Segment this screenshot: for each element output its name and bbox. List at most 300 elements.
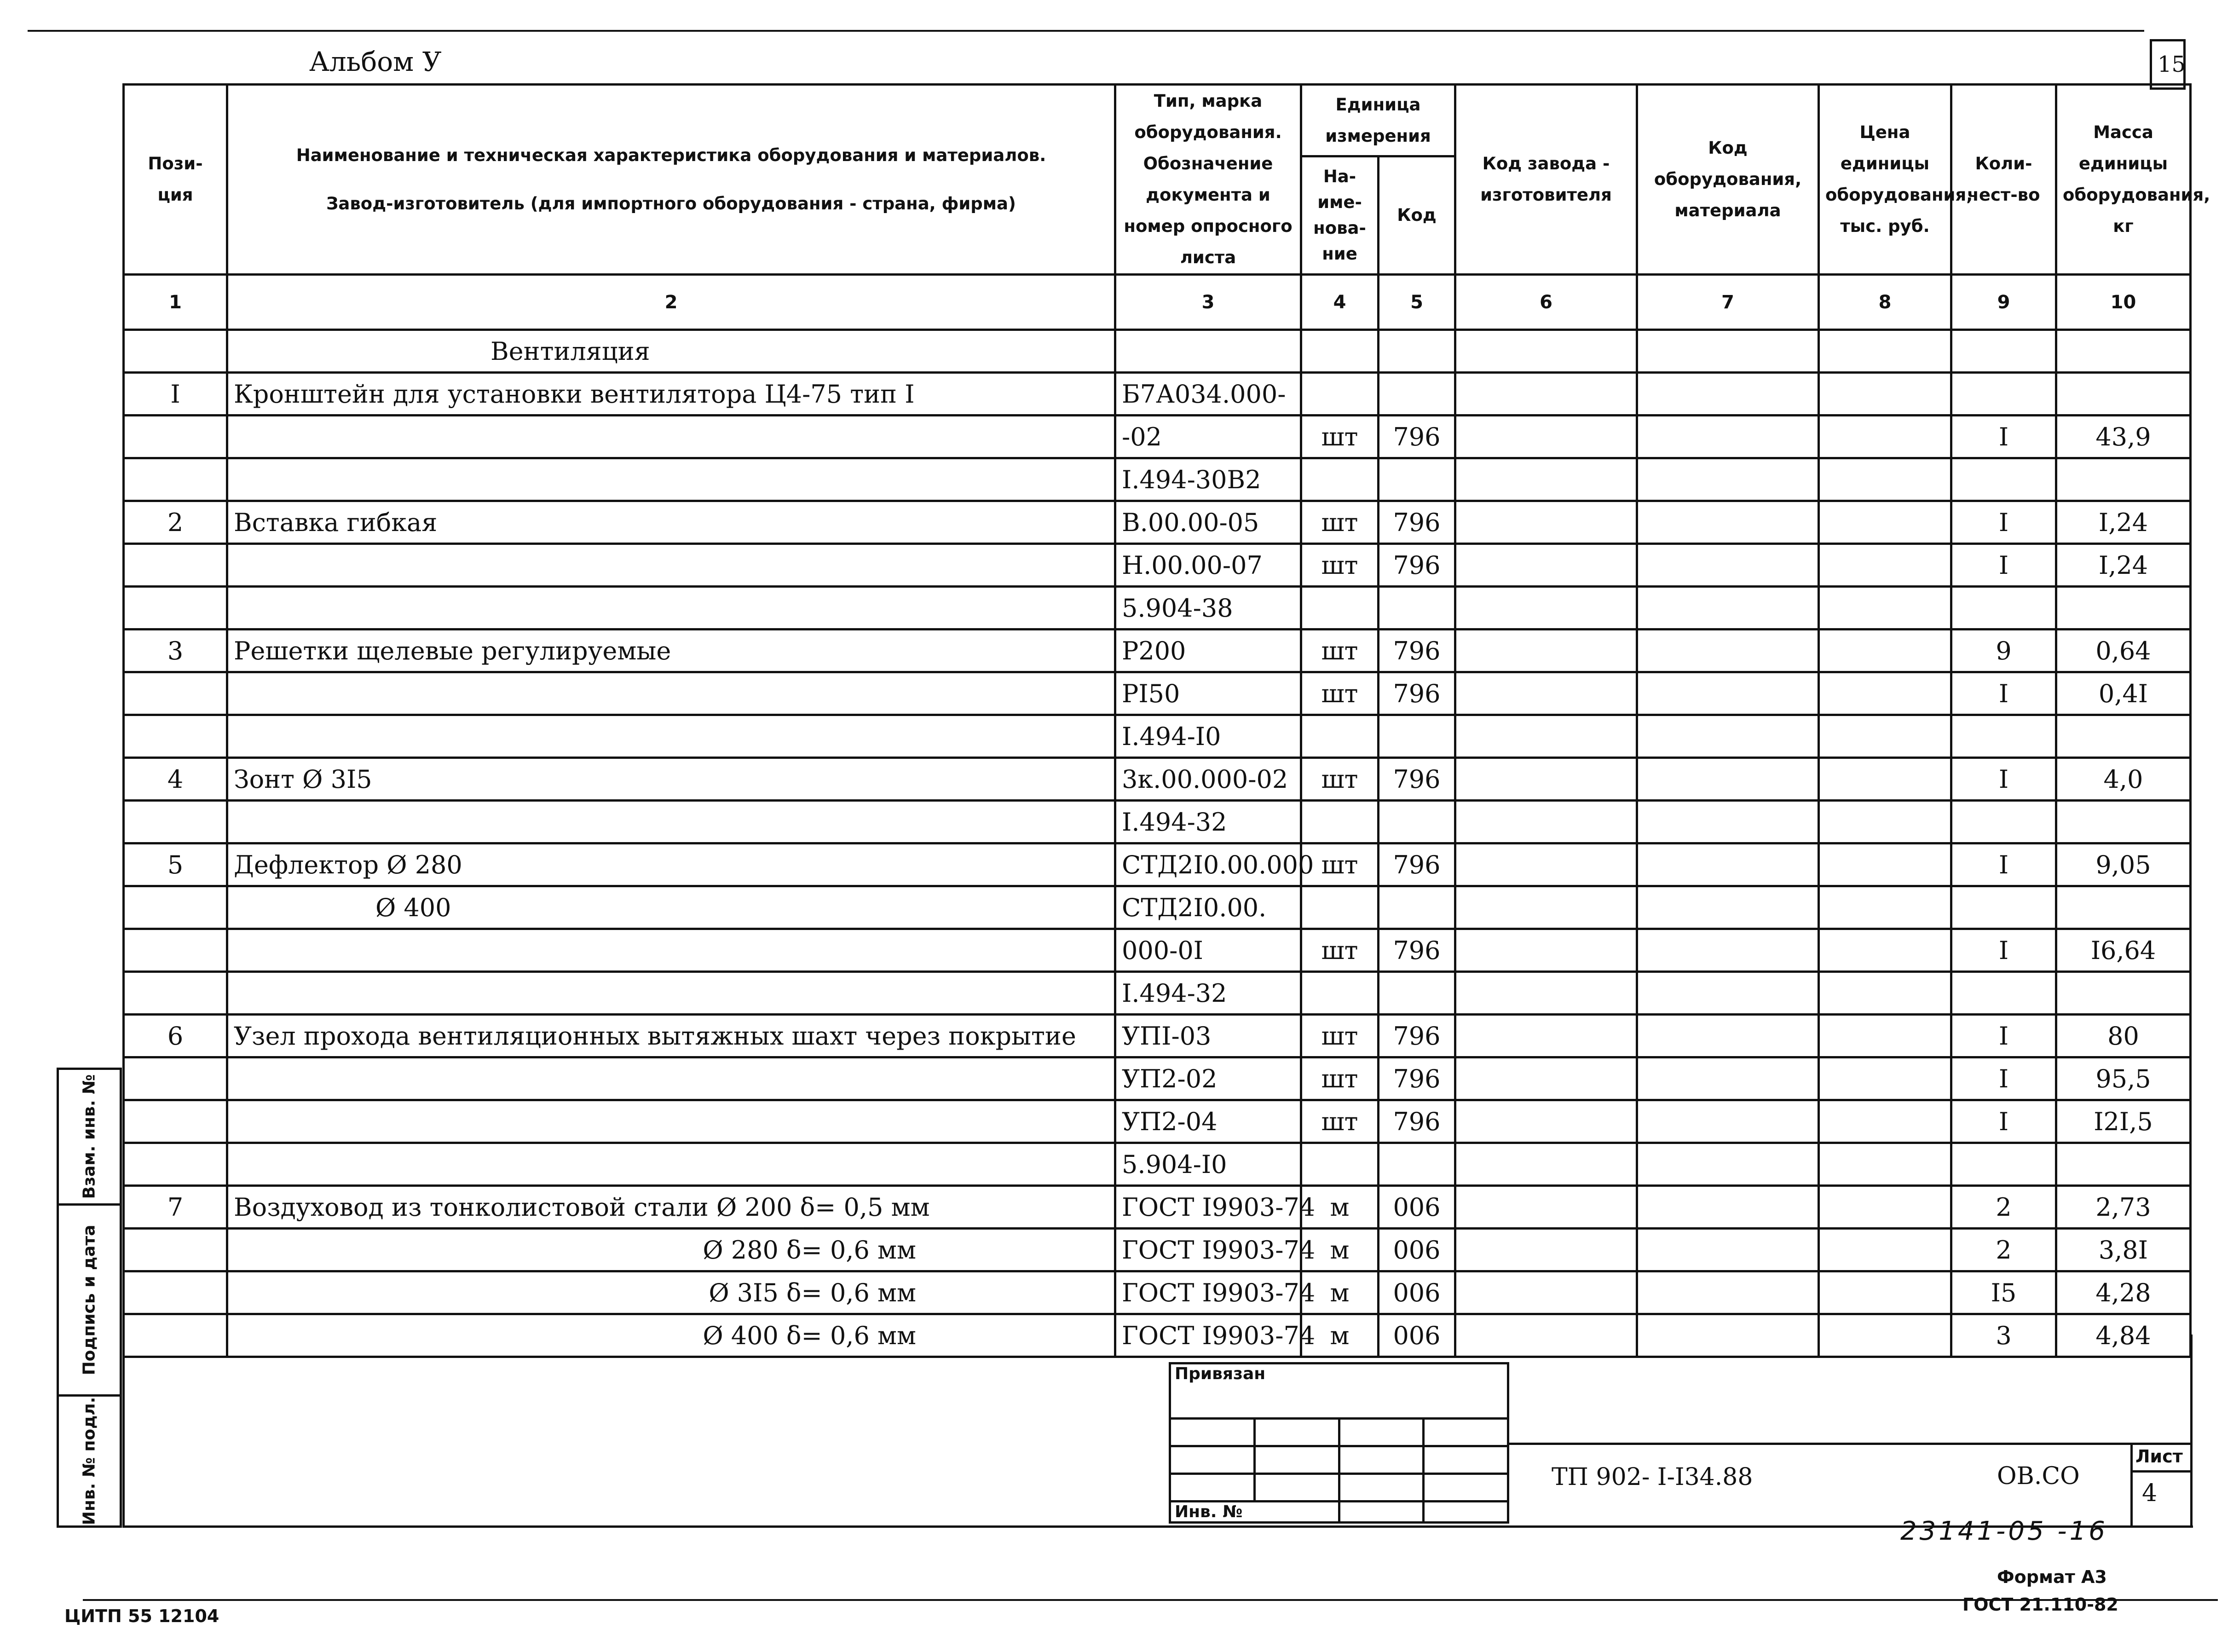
- row-pos: [124, 1314, 227, 1357]
- row-qty: [1951, 373, 2056, 416]
- section-row: [124, 330, 2191, 373]
- table-row: [124, 1057, 2191, 1100]
- row-equip-code: [1637, 630, 1819, 672]
- row-pos: 7: [124, 1186, 227, 1229]
- col-number: 10: [2056, 275, 2191, 330]
- row-factory-code: [1455, 458, 1637, 501]
- row-pos: [124, 1143, 227, 1186]
- row-factory-code: [1455, 929, 1637, 972]
- row-price: [1819, 1015, 1951, 1057]
- row-price: [1819, 801, 1951, 843]
- row-type: 5.904-38: [1115, 587, 1301, 630]
- row-unit: шт: [1301, 416, 1379, 458]
- row-price: [1819, 1100, 1951, 1143]
- row-price: [1819, 416, 1951, 458]
- row-name: Решетки щелевые регулируемые: [227, 630, 1115, 672]
- row-factory-code: [1455, 715, 1637, 758]
- row-name: [227, 544, 1115, 587]
- row-code: [1379, 1143, 1455, 1186]
- row-price: [1819, 501, 1951, 544]
- table-row: [124, 929, 2191, 972]
- table-row: [124, 843, 2191, 886]
- row-pos: [124, 1057, 227, 1100]
- row-price: [1819, 458, 1951, 501]
- row-qty: I: [1951, 1015, 2056, 1057]
- row-equip-code: [1637, 1057, 1819, 1100]
- row-type: -02: [1115, 416, 1301, 458]
- table-row: [124, 886, 2191, 929]
- row-code: 796: [1379, 672, 1455, 715]
- sheet-divider: [2133, 1470, 2193, 1473]
- row-factory-code: [1455, 1186, 1637, 1229]
- table-row: [124, 1100, 2191, 1143]
- row-qty: [1951, 715, 2056, 758]
- row-qty: I: [1951, 672, 2056, 715]
- row-qty: I: [1951, 416, 2056, 458]
- row-factory-code: [1455, 1057, 1637, 1100]
- side-label-vzam: Взам. инв. №: [80, 1074, 99, 1199]
- row-qty: I: [1951, 929, 2056, 972]
- table-row: [124, 458, 2191, 501]
- row-qty: I: [1951, 1100, 2056, 1143]
- row-unit: шт: [1301, 544, 1379, 587]
- row-type: I.494-I0: [1115, 715, 1301, 758]
- row-mass: [2056, 801, 2191, 843]
- row-unit: шт: [1301, 672, 1379, 715]
- row-equip-code: [1637, 1143, 1819, 1186]
- handwritten-number: 23141-05 -16: [1900, 1516, 2108, 1546]
- row-mass: [2056, 972, 2191, 1015]
- binding-stamp: [1169, 1362, 1509, 1524]
- row-factory-code: [1455, 501, 1637, 544]
- header-name-line2: Завод-изготовитель (для импортного оборудования - страна, фирма): [326, 194, 1016, 214]
- row-qty: 9: [1951, 630, 2056, 672]
- bottom-left-code: ЦИТП 55 12104: [64, 1606, 219, 1626]
- row-code: [1379, 458, 1455, 501]
- col-number: 6: [1455, 275, 1637, 330]
- row-unit: шт: [1301, 843, 1379, 886]
- row-unit: м: [1301, 1229, 1379, 1271]
- stamp-privyazan: Привязан: [1170, 1363, 1508, 1419]
- side-label-podpis: Подпись и дата: [80, 1225, 99, 1375]
- row-name: Ø 400: [227, 886, 1115, 929]
- document-code: ТП 902- I-I34.88: [1552, 1463, 1753, 1491]
- row-qty: [1951, 886, 2056, 929]
- format-label: Формат А3: [1997, 1567, 2107, 1587]
- row-equip-code: [1637, 1229, 1819, 1271]
- row-price: [1819, 544, 1951, 587]
- header-price: Цена единицы оборудования, тыс. руб.: [1819, 85, 1951, 275]
- table-row: [124, 630, 2191, 672]
- header-unit-name: На-име-нова-ние: [1301, 156, 1379, 275]
- sheet-number: 4: [2142, 1479, 2158, 1507]
- row-mass: 4,0: [2056, 758, 2191, 801]
- row-type: Н.00.00-07: [1115, 544, 1301, 587]
- row-code: 006: [1379, 1271, 1455, 1314]
- row-name: [227, 1100, 1115, 1143]
- stamp-inv-no: Инв. №: [1170, 1502, 1339, 1523]
- album-title: Альбом У: [309, 46, 442, 77]
- row-code: [1379, 972, 1455, 1015]
- row-equip-code: [1637, 501, 1819, 544]
- row-mass: [2056, 373, 2191, 416]
- row-mass: 0,64: [2056, 630, 2191, 672]
- row-qty: [1951, 1143, 2056, 1186]
- row-qty: I: [1951, 758, 2056, 801]
- col-number: 9: [1951, 275, 2056, 330]
- table-row: [124, 758, 2191, 801]
- row-unit: [1301, 373, 1379, 416]
- row-name: [227, 587, 1115, 630]
- row-code: 796: [1379, 630, 1455, 672]
- row-factory-code: [1455, 672, 1637, 715]
- row-qty: 2: [1951, 1186, 2056, 1229]
- row-mass: 3,8I: [2056, 1229, 2191, 1271]
- row-mass: [2056, 458, 2191, 501]
- row-price: [1819, 715, 1951, 758]
- header-name-line1: Наименование и техническая характеристика оборудования и материалов.: [296, 145, 1046, 165]
- row-unit: [1301, 587, 1379, 630]
- row-price: [1819, 630, 1951, 672]
- row-equip-code: [1637, 416, 1819, 458]
- row-type: УП2-04: [1115, 1100, 1301, 1143]
- row-name: [227, 1143, 1115, 1186]
- row-unit: м: [1301, 1314, 1379, 1357]
- row-equip-code: [1637, 672, 1819, 715]
- header-equip-code: Код оборудования, материала: [1637, 85, 1819, 275]
- row-pos: 2: [124, 501, 227, 544]
- side-label-inv: Инв. № подл.: [80, 1397, 99, 1525]
- table-row: [124, 1229, 2191, 1271]
- row-code: 796: [1379, 1100, 1455, 1143]
- row-qty: 2: [1951, 1229, 2056, 1271]
- row-qty: I: [1951, 1057, 2056, 1100]
- column-number-row: [124, 275, 2191, 330]
- row-equip-code: [1637, 1100, 1819, 1143]
- row-type: I.494-32: [1115, 801, 1301, 843]
- row-factory-code: [1455, 972, 1637, 1015]
- row-code: 796: [1379, 843, 1455, 886]
- row-mass: I,24: [2056, 544, 2191, 587]
- row-code: [1379, 801, 1455, 843]
- page-number-box: [2150, 39, 2186, 90]
- row-qty: 3: [1951, 1314, 2056, 1357]
- row-type: 3к.00.000-02: [1115, 758, 1301, 801]
- table-row: [124, 1015, 2191, 1057]
- row-code: 006: [1379, 1314, 1455, 1357]
- row-unit: шт: [1301, 1015, 1379, 1057]
- col-number: 8: [1819, 275, 1951, 330]
- col-number: 3: [1115, 275, 1301, 330]
- row-mass: 0,4I: [2056, 672, 2191, 715]
- row-factory-code: [1455, 801, 1637, 843]
- row-type: ГОСТ I9903-74: [1115, 1186, 1301, 1229]
- row-pos: [124, 972, 227, 1015]
- row-equip-code: [1637, 587, 1819, 630]
- table-row: [124, 801, 2191, 843]
- row-factory-code: [1455, 1271, 1637, 1314]
- row-pos: [124, 1100, 227, 1143]
- row-factory-code: [1455, 1015, 1637, 1057]
- row-unit: [1301, 715, 1379, 758]
- row-name: Воздуховод из тонколистовой стали Ø 200 δ= 0,5 мм: [227, 1186, 1115, 1229]
- row-mass: I6,64: [2056, 929, 2191, 972]
- row-equip-code: [1637, 458, 1819, 501]
- row-equip-code: [1637, 544, 1819, 587]
- row-price: [1819, 1057, 1951, 1100]
- side-box-vzam: [57, 1068, 122, 1206]
- row-factory-code: [1455, 630, 1637, 672]
- row-name: Зонт Ø 3I5: [227, 758, 1115, 801]
- row-mass: 4,84: [2056, 1314, 2191, 1357]
- row-qty: I: [1951, 501, 2056, 544]
- row-mass: [2056, 886, 2191, 929]
- frame-bottom: [122, 1525, 2193, 1528]
- table-row: [124, 972, 2191, 1015]
- table-row: [124, 544, 2191, 587]
- table-row: [124, 715, 2191, 758]
- row-mass: [2056, 1143, 2191, 1186]
- row-price: [1819, 587, 1951, 630]
- table-row: [124, 672, 2191, 715]
- row-price: [1819, 1314, 1951, 1357]
- side-box-inv: [57, 1394, 122, 1528]
- sheet-label: Лист: [2135, 1446, 2183, 1467]
- row-name: Дефлектор Ø 280: [227, 843, 1115, 886]
- row-code: 796: [1379, 758, 1455, 801]
- row-pos: [124, 1271, 227, 1314]
- row-mass: [2056, 715, 2191, 758]
- header-qty: Коли-чест-во: [1951, 85, 2056, 275]
- row-qty: I5: [1951, 1271, 2056, 1314]
- row-mass: 43,9: [2056, 416, 2191, 458]
- table-row: [124, 416, 2191, 458]
- row-price: [1819, 1271, 1951, 1314]
- row-equip-code: [1637, 801, 1819, 843]
- row-code: 006: [1379, 1186, 1455, 1229]
- row-name: [227, 972, 1115, 1015]
- document-mark: ОВ.СО: [1997, 1462, 2080, 1490]
- row-mass: I,24: [2056, 501, 2191, 544]
- table-row: [124, 1186, 2191, 1229]
- section-title: Вентиляция: [227, 330, 1115, 373]
- row-factory-code: [1455, 886, 1637, 929]
- row-equip-code: [1637, 1314, 1819, 1357]
- col-number: 4: [1301, 275, 1379, 330]
- row-unit: шт: [1301, 929, 1379, 972]
- row-pos: 5: [124, 843, 227, 886]
- row-unit: [1301, 886, 1379, 929]
- col-number: 5: [1379, 275, 1455, 330]
- frame-title-top: [1509, 1443, 2193, 1445]
- row-equip-code: [1637, 1186, 1819, 1229]
- row-type: РI50: [1115, 672, 1301, 715]
- row-equip-code: [1637, 972, 1819, 1015]
- row-type: 5.904-I0: [1115, 1143, 1301, 1186]
- header-type: Тип, марка оборудования. Обозначение документа и номер опросного листа: [1115, 85, 1301, 275]
- row-code: [1379, 715, 1455, 758]
- row-type: ГОСТ I9903-74: [1115, 1229, 1301, 1271]
- row-price: [1819, 843, 1951, 886]
- row-mass: 4,28: [2056, 1271, 2191, 1314]
- row-factory-code: [1455, 1229, 1637, 1271]
- col-number: 2: [227, 275, 1115, 330]
- row-unit: шт: [1301, 1057, 1379, 1100]
- row-mass: 95,5: [2056, 1057, 2191, 1100]
- top-rule: [28, 30, 2144, 32]
- row-factory-code: [1455, 1100, 1637, 1143]
- sheet-box: [2130, 1443, 2193, 1528]
- frame-outer-bottom: [83, 1599, 2218, 1601]
- gost-label: ГОСТ 21.110-82: [1962, 1594, 2118, 1615]
- row-pos: 4: [124, 758, 227, 801]
- row-unit: шт: [1301, 1100, 1379, 1143]
- side-box-podpis: [57, 1203, 122, 1397]
- row-pos: [124, 416, 227, 458]
- row-type: ГОСТ I9903-74: [1115, 1271, 1301, 1314]
- row-type: СТД2I0.00.000: [1115, 843, 1301, 886]
- header-unit-code: Код: [1379, 156, 1455, 275]
- row-unit: шт: [1301, 501, 1379, 544]
- row-code: 796: [1379, 929, 1455, 972]
- header-name: [227, 85, 1115, 275]
- row-qty: [1951, 801, 2056, 843]
- row-price: [1819, 886, 1951, 929]
- row-unit: [1301, 1143, 1379, 1186]
- row-factory-code: [1455, 1314, 1637, 1357]
- table-row: [124, 1143, 2191, 1186]
- row-qty: I: [1951, 843, 2056, 886]
- row-unit: м: [1301, 1271, 1379, 1314]
- row-pos: [124, 715, 227, 758]
- row-mass: 2,73: [2056, 1186, 2191, 1229]
- header-pos: Пози-ция: [124, 85, 227, 275]
- frame-left: [122, 1334, 125, 1528]
- row-unit: м: [1301, 1186, 1379, 1229]
- row-code: 796: [1379, 544, 1455, 587]
- row-mass: [2056, 587, 2191, 630]
- row-name: [227, 1057, 1115, 1100]
- row-type: СТД2I0.00.: [1115, 886, 1301, 929]
- row-pos: 3: [124, 630, 227, 672]
- row-qty: [1951, 972, 2056, 1015]
- row-equip-code: [1637, 1015, 1819, 1057]
- row-equip-code: [1637, 886, 1819, 929]
- row-price: [1819, 758, 1951, 801]
- row-mass: 80: [2056, 1015, 2191, 1057]
- row-pos: [124, 886, 227, 929]
- row-equip-code: [1637, 715, 1819, 758]
- row-equip-code: [1637, 758, 1819, 801]
- row-pos: [124, 929, 227, 972]
- page-number: 15: [2158, 52, 2186, 77]
- row-mass: 9,05: [2056, 843, 2191, 886]
- row-pos: [124, 801, 227, 843]
- table-row: [124, 373, 2191, 416]
- row-mass: I2I,5: [2056, 1100, 2191, 1143]
- row-type: Б7А034.000-: [1115, 373, 1301, 416]
- row-type: 000-0I: [1115, 929, 1301, 972]
- row-name: Ø 280 δ= 0,6 мм: [227, 1229, 1115, 1271]
- row-equip-code: [1637, 373, 1819, 416]
- row-qty: I: [1951, 544, 2056, 587]
- row-code: 796: [1379, 1015, 1455, 1057]
- row-code: [1379, 373, 1455, 416]
- header-unit: Единица измерения: [1301, 85, 1455, 156]
- row-code: [1379, 886, 1455, 929]
- row-name: [227, 672, 1115, 715]
- row-factory-code: [1455, 587, 1637, 630]
- row-pos: [124, 1229, 227, 1271]
- row-pos: [124, 587, 227, 630]
- row-equip-code: [1637, 929, 1819, 972]
- row-price: [1819, 373, 1951, 416]
- row-name: Ø 400 δ= 0,6 мм: [227, 1314, 1115, 1357]
- row-factory-code: [1455, 758, 1637, 801]
- row-name: [227, 801, 1115, 843]
- row-name: Вставка гибкая: [227, 501, 1115, 544]
- row-code: 006: [1379, 1229, 1455, 1271]
- row-equip-code: [1637, 1271, 1819, 1314]
- row-type: ГОСТ I9903-74: [1115, 1314, 1301, 1357]
- header-factory-code: Код завода - изготовителя: [1455, 85, 1637, 275]
- row-qty: [1951, 458, 2056, 501]
- col-number: 1: [124, 275, 227, 330]
- row-qty: [1951, 587, 2056, 630]
- row-pos: [124, 672, 227, 715]
- table-row: [124, 1314, 2191, 1357]
- table-row: [124, 1271, 2191, 1314]
- row-name: [227, 458, 1115, 501]
- row-factory-code: [1455, 1143, 1637, 1186]
- row-unit: [1301, 972, 1379, 1015]
- row-code: 796: [1379, 416, 1455, 458]
- header-mass: Масса единицы оборудования, кг: [2056, 85, 2191, 275]
- row-type: УП2-02: [1115, 1057, 1301, 1100]
- row-type: Р200: [1115, 630, 1301, 672]
- row-name: Узел прохода вентиляционных вытяжных шахт через покрытие: [227, 1015, 1115, 1057]
- row-pos: [124, 458, 227, 501]
- row-name: Кронштейн для установки вентилятора Ц4-75 тип I: [227, 373, 1115, 416]
- row-price: [1819, 1143, 1951, 1186]
- row-name: [227, 416, 1115, 458]
- row-pos: [124, 544, 227, 587]
- row-price: [1819, 1186, 1951, 1229]
- row-pos: I: [124, 373, 227, 416]
- row-factory-code: [1455, 843, 1637, 886]
- col-number: 7: [1637, 275, 1819, 330]
- row-code: 796: [1379, 1057, 1455, 1100]
- row-factory-code: [1455, 416, 1637, 458]
- row-type: I.494-32: [1115, 972, 1301, 1015]
- equipment-table: [122, 83, 2210, 1358]
- row-equip-code: [1637, 843, 1819, 886]
- row-factory-code: [1455, 544, 1637, 587]
- row-unit: [1301, 801, 1379, 843]
- row-unit: шт: [1301, 758, 1379, 801]
- row-name: [227, 929, 1115, 972]
- row-unit: шт: [1301, 630, 1379, 672]
- row-price: [1819, 972, 1951, 1015]
- row-type: В.00.00-05: [1115, 501, 1301, 544]
- row-code: [1379, 587, 1455, 630]
- row-type: I.494-30В2: [1115, 458, 1301, 501]
- row-code: 796: [1379, 501, 1455, 544]
- row-factory-code: [1455, 373, 1637, 416]
- row-type: УПI-03: [1115, 1015, 1301, 1057]
- row-pos: 6: [124, 1015, 227, 1057]
- row-price: [1819, 929, 1951, 972]
